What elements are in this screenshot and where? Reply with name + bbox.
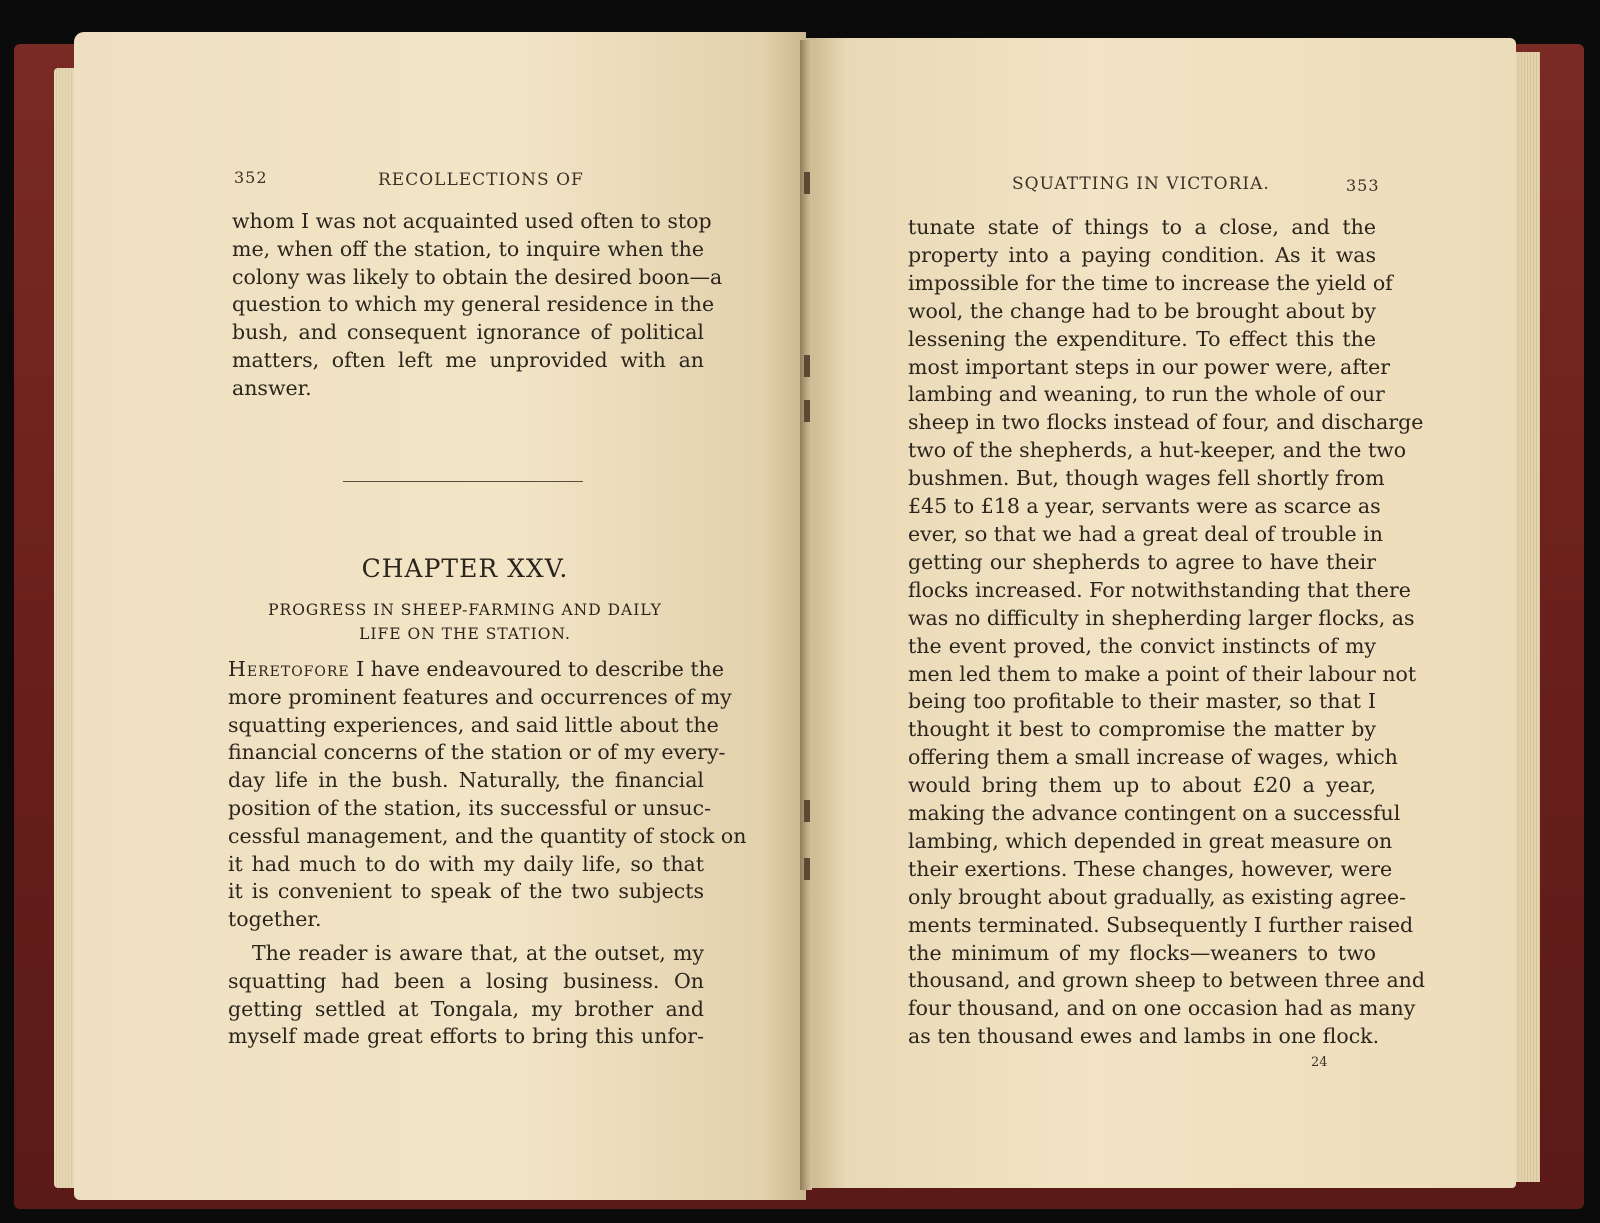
text-line: cessful management, and the quantity of stock on [228,823,747,848]
text-line: answer. [232,375,312,400]
text-line: squatting experiences, and said little about the [228,712,719,737]
text-line: getting our shepherds to agree to have their [908,549,1376,574]
text-line: financial concerns of the station or of my every- [228,740,726,765]
text-line: day life in the bush. Naturally, the financial [228,768,704,793]
chapter-paragraph-1 [228,656,747,934]
book-gutter [800,40,812,1190]
text-line: me, when off the station, to inquire when the [232,236,704,261]
text-line: ments terminated. Subsequently I further raised [908,912,1414,937]
signature-mark: 24 [1311,1055,1328,1070]
left-running-head: RECOLLECTIONS OF [378,170,584,190]
text-line: their exertions. These changes, however, were [908,856,1393,881]
right-page-number: 353 [1346,176,1380,195]
text-line: most important steps in our power were, after [908,354,1391,379]
text-line: the minimum of my flocks—weaners to two [908,940,1376,965]
text-line [228,656,724,684]
left-continuation-paragraph [232,208,723,403]
chapter-subtitle [230,598,700,646]
text-line: two of the shepherds, a hut-keeper, and the two [908,438,1407,463]
text-line: lessening the expenditure. To effect this the [908,326,1376,351]
binding-stitch [804,858,810,880]
binding-stitch [804,800,810,822]
lead-word: Heretofore [228,657,350,681]
text-line: bushmen. But, though wages fell shortly from [908,466,1385,491]
chapter-subtitle-line: LIFE ON THE STATION. [359,625,571,643]
text-line: colony was likely to obtain the desired boon—a [232,264,723,289]
text-line: thousand, and grown sheep to between three and [908,968,1425,993]
text-line: ever, so that we had a great deal of trouble in [908,521,1383,546]
text-line: being too profitable to their master, so that I [908,689,1376,714]
text-line: more prominent features and occurrences of my [228,684,732,709]
text-line: thought it best to compromise the matter by [908,717,1376,742]
chapter-paragraph-2 [228,940,704,1051]
right-page-body [908,214,1425,1051]
text-line: would bring them up to about £20 a year, [908,773,1376,798]
text-line: bush, and consequent ignorance of political [232,320,704,345]
text-line: four thousand, and on one occasion had as many [908,996,1416,1021]
section-divider [343,481,583,482]
text-line: property into a paying condition. As it was [908,242,1376,267]
text-line: matters, often left me unprovided with an [232,347,704,372]
text-line: making the advance contingent on a successful [908,801,1401,826]
text-line: the event proved, the convict instincts of my [908,633,1376,658]
text-line-rest: I have endeavoured to describe the [349,657,724,681]
binding-stitch [804,355,810,377]
text-line: impossible for the time to increase the yield of [908,270,1393,295]
text-line: only brought about gradually, as existing agree- [908,884,1407,909]
text-line: flocks increased. For notwithstanding that there [908,577,1411,602]
text-line: men led them to make a point of their labour not [908,661,1417,686]
text-line: £45 to £18 a year, servants were as scarce as [908,494,1381,519]
text-line: squatting had been a losing business. On [228,968,704,993]
text-line: lambing, which depended in great measure on [908,828,1393,853]
text-line: it had much to do with my daily life, so that [228,851,704,876]
text-line: sheep in two flocks instead of four, and discharge [908,410,1424,435]
text-line: was no difficulty in shepherding larger flocks, as [908,605,1415,630]
binding-stitch [804,400,810,422]
binding-stitch [804,172,810,194]
text-line: position of the station, its successful or unsuc- [228,795,712,820]
text-line: wool, the change had to be brought about by [908,298,1376,323]
text-line: offering them a small increase of wages, which [908,745,1398,770]
right-running-head: SQUATTING IN VICTORIA. [1012,174,1270,194]
chapter-subtitle-line: PROGRESS IN SHEEP-FARMING AND DAILY [268,601,662,619]
text-line: whom I was not acquainted used often to stop [232,209,712,233]
left-page-number: 352 [234,168,268,187]
text-line: getting settled at Tongala, my brother and [228,996,704,1021]
text-line: it is convenient to speak of the two subjects [228,879,704,904]
text-line: myself made great efforts to bring this unfor- [228,1024,704,1049]
text-line: together. [228,907,322,932]
text-line: lambing and weaning, to run the whole of our [908,382,1385,407]
text-line: tunate state of things to a close, and the [908,215,1376,239]
text-line: as ten thousand ewes and lambs in one flock. [908,1024,1380,1049]
text-line: The reader is aware that, at the outset, my [252,941,704,965]
text-line: question to which my general residence in the [232,292,715,317]
chapter-title: CHAPTER XXV. [361,554,569,583]
